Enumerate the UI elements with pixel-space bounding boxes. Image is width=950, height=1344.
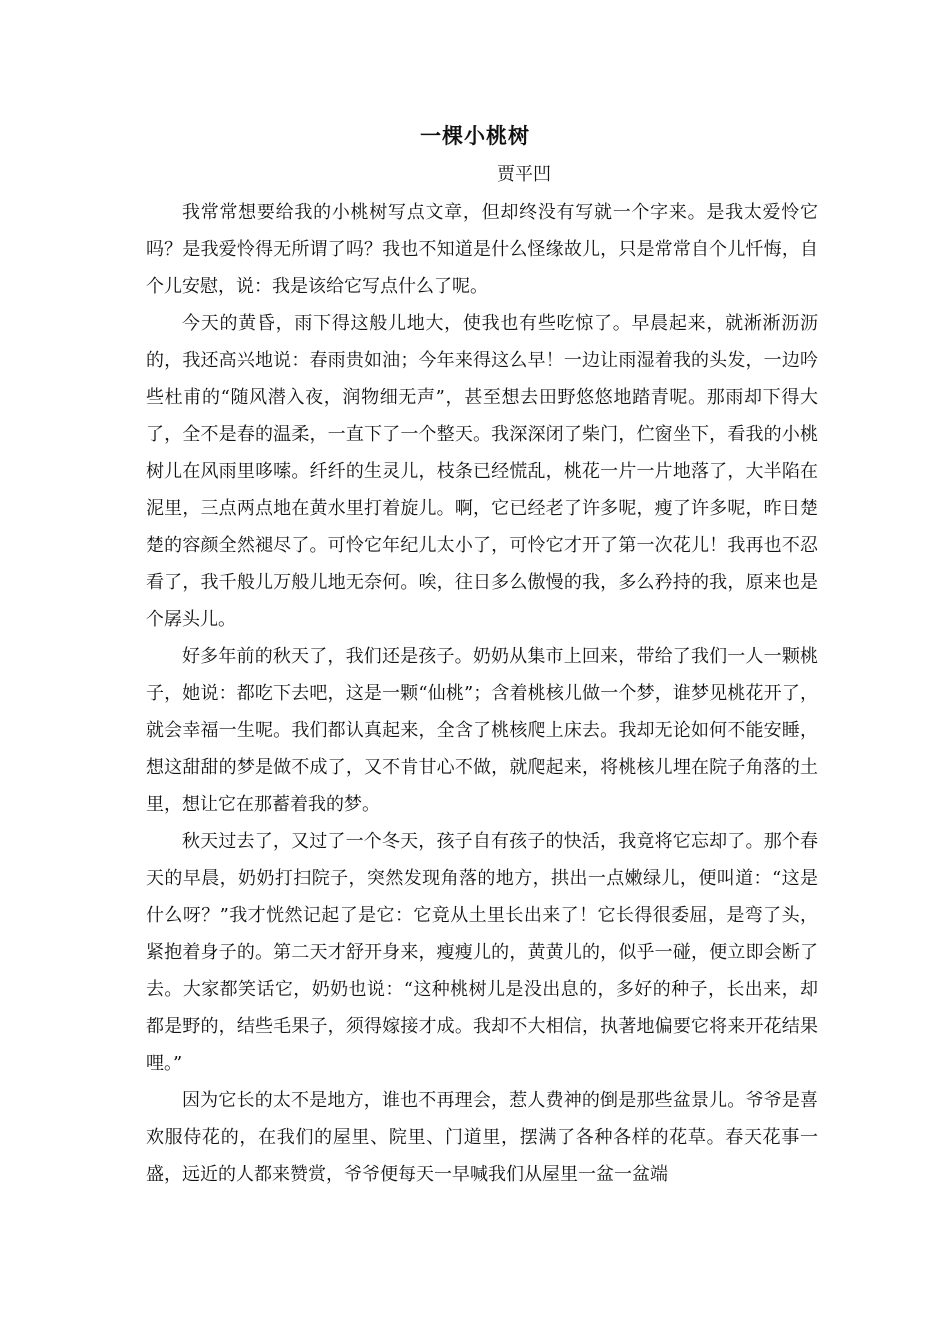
author-name: 贾平凹 — [497, 164, 551, 185]
paragraph: 我常常想要给我的小桃树写点文章，但却终没有写就一个字来。是我太爱怜它吗？是我爱怜得无所谓了吗？我也不知道是什么怪缘故儿，只是常常自个儿忏悔，自个儿安慰，说：我是该给它写点什么了呢。 — [146, 202, 818, 297]
document-title: 一棵小桃树 — [420, 124, 530, 148]
paragraph: 秋天过去了，又过了一个冬天，孩子自有孩子的快活，我竟将它忘却了。那个春天的早晨，奶奶打扫院子，突然发现角落的地方，拱出一点嫩绿儿，便叫道：“这是什么呀？”我才恍然记起了是它：它竟从土里长出来了！它长得很委屈，是弯了头，紧抱着身子的。第二天才舒开身来，瘦瘦儿的，黄黄儿的，似乎一碰，便立即会断了去。大家都笑话它，奶奶也说：“这种桃树儿是没出息的，多好的种子，长出来，却都是野的，结些毛果子，须得嫁接才成。我却不大相信，执著地偏要它将来开花结果哩。” — [146, 831, 818, 1074]
paragraph: 今天的黄昏，雨下得这般儿地大，使我也有些吃惊了。早晨起来，就淅淅沥沥的，我还高兴地说：春雨贵如油；今年来得这么早！一边让雨湿着我的头发，一边吟些杜甫的“随风潜入夜，润物细无声”，甚至想去田野悠悠地踏青呢。那雨却下得大了，全不是春的温柔，一直下了一个整天。我深深闭了柴门，伫窗坐下，看我的小桃树儿在风雨里哆嗦。纤纤的生灵儿，枝条已经慌乱，桃花一片一片地落了，大半陷在泥里，三点两点地在黄水里打着旋儿。啊，它已经老了许多呢，瘦了许多呢，昨日楚楚的容颜全然褪尽了。可怜它年纪儿太小了，可怜它才开了第一次花儿！我再也不忍看了，我千般儿万般儿地无奈何。唉，往日多么傲慢的我，多么矜持的我，原来也是个孱头儿。 — [146, 313, 818, 630]
article-body — [146, 194, 818, 1193]
paragraph: 因为它长的太不是地方，谁也不再理会，惹人费神的倒是那些盆景儿。爷爷是喜欢服侍花的，在我们的屋里、院里、门道里，摆满了各种各样的花草。春天花事一盛，远近的人都来赞赏，爷爷便每天一早喊我们从屋里一盆一盆端 — [146, 1090, 818, 1185]
paragraph: 好多年前的秋天了，我们还是孩子。奶奶从集市上回来，带给了我们一人一颗桃子，她说：都吃下去吧，这是一颗“仙桃”；含着桃核儿做一个梦，谁梦见桃花开了，就会幸福一生呢。我们都认真起来，全含了桃核爬上床去。我却无论如何不能安睡，想这甜甜的梦是做不成了，又不肯甘心不做，就爬起来，将桃核儿埋在院子角落的土里，想让它在那蓄着我的梦。 — [146, 646, 818, 815]
